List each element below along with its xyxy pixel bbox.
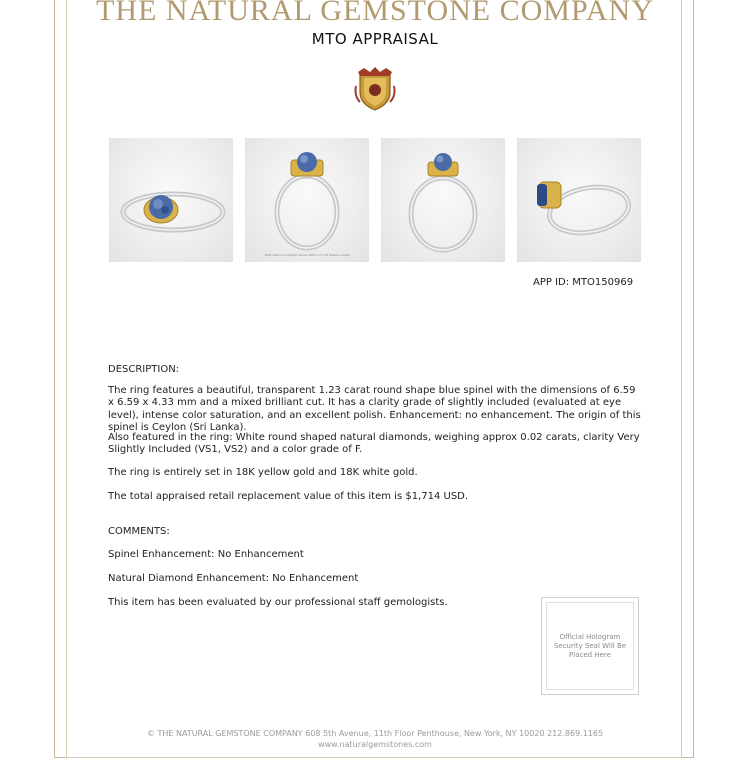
comment-line-2: Natural Diamond Enhancement: No Enhancement: [108, 573, 359, 584]
description-heading: DESCRIPTION:: [108, 364, 180, 375]
photo-caption: Total Diamond Weight Varies Within 2% Of Stated Carats: [264, 253, 350, 257]
description-paragraph-3: The ring is entirely set in 18K yellow gold and 18K white gold.: [108, 467, 418, 478]
ring-side-view-icon: [517, 138, 641, 262]
company-crest-logo: [354, 66, 396, 112]
description-paragraph-2: Also featured in the ring: White round shaped natural diamonds, weighing approx 0.02 carats, clarity Very Slightly Included (VS1, VS2) and a color grade of F.: [108, 432, 640, 456]
comments-heading: COMMENTS:: [108, 526, 170, 537]
app-id: APP ID: MTO150969: [533, 277, 634, 288]
hologram-seal-placeholder: [541, 597, 639, 695]
ring-front-view-2-icon: [381, 138, 505, 262]
comment-line-1: Spinel Enhancement: No Enhancement: [108, 549, 304, 560]
comment-line-3: This item has been evaluated by our professional staff gemologists.: [108, 597, 448, 608]
description-paragraph-4: The total appraised retail replacement value of this item is $1,714 USD.: [108, 491, 469, 502]
footer-website: www.naturalgemstones.com: [318, 740, 432, 749]
hologram-seal-inner: [546, 602, 634, 690]
ring-angled-view-icon: [109, 138, 233, 262]
ring-front-view-icon: [245, 138, 369, 262]
document-title: MTO APPRAISAL: [311, 30, 439, 48]
ring-photo-1: [109, 138, 233, 262]
ring-photo-3: [381, 138, 505, 262]
description-paragraph-1: The ring features a beautiful, transparent 1.23 carat round shape blue spinel with the dimensions of 6.59 x 6.59 x 4.33 mm and a mixed brilliant cut. It has a clarity grade of slightly included (evaluated at eye level), intense color saturation, and an excellent polish. Enhancement: no enhancement. The origin of this spinel is Ceylon (Sri Lanka).: [108, 385, 641, 433]
company-name: THE NATURAL GEMSTONE COMPANY: [96, 0, 654, 27]
footer-address: © THE NATURAL GEMSTONE COMPANY 608 5th Avenue, 11th Floor Penthouse, New York, NY 10020 212.869.1165: [146, 729, 604, 738]
hologram-seal-text: Official Hologram Security Seal Will Be Placed Here: [553, 632, 627, 659]
ring-photo-4: [517, 138, 641, 262]
ring-photo-2: [245, 138, 369, 262]
